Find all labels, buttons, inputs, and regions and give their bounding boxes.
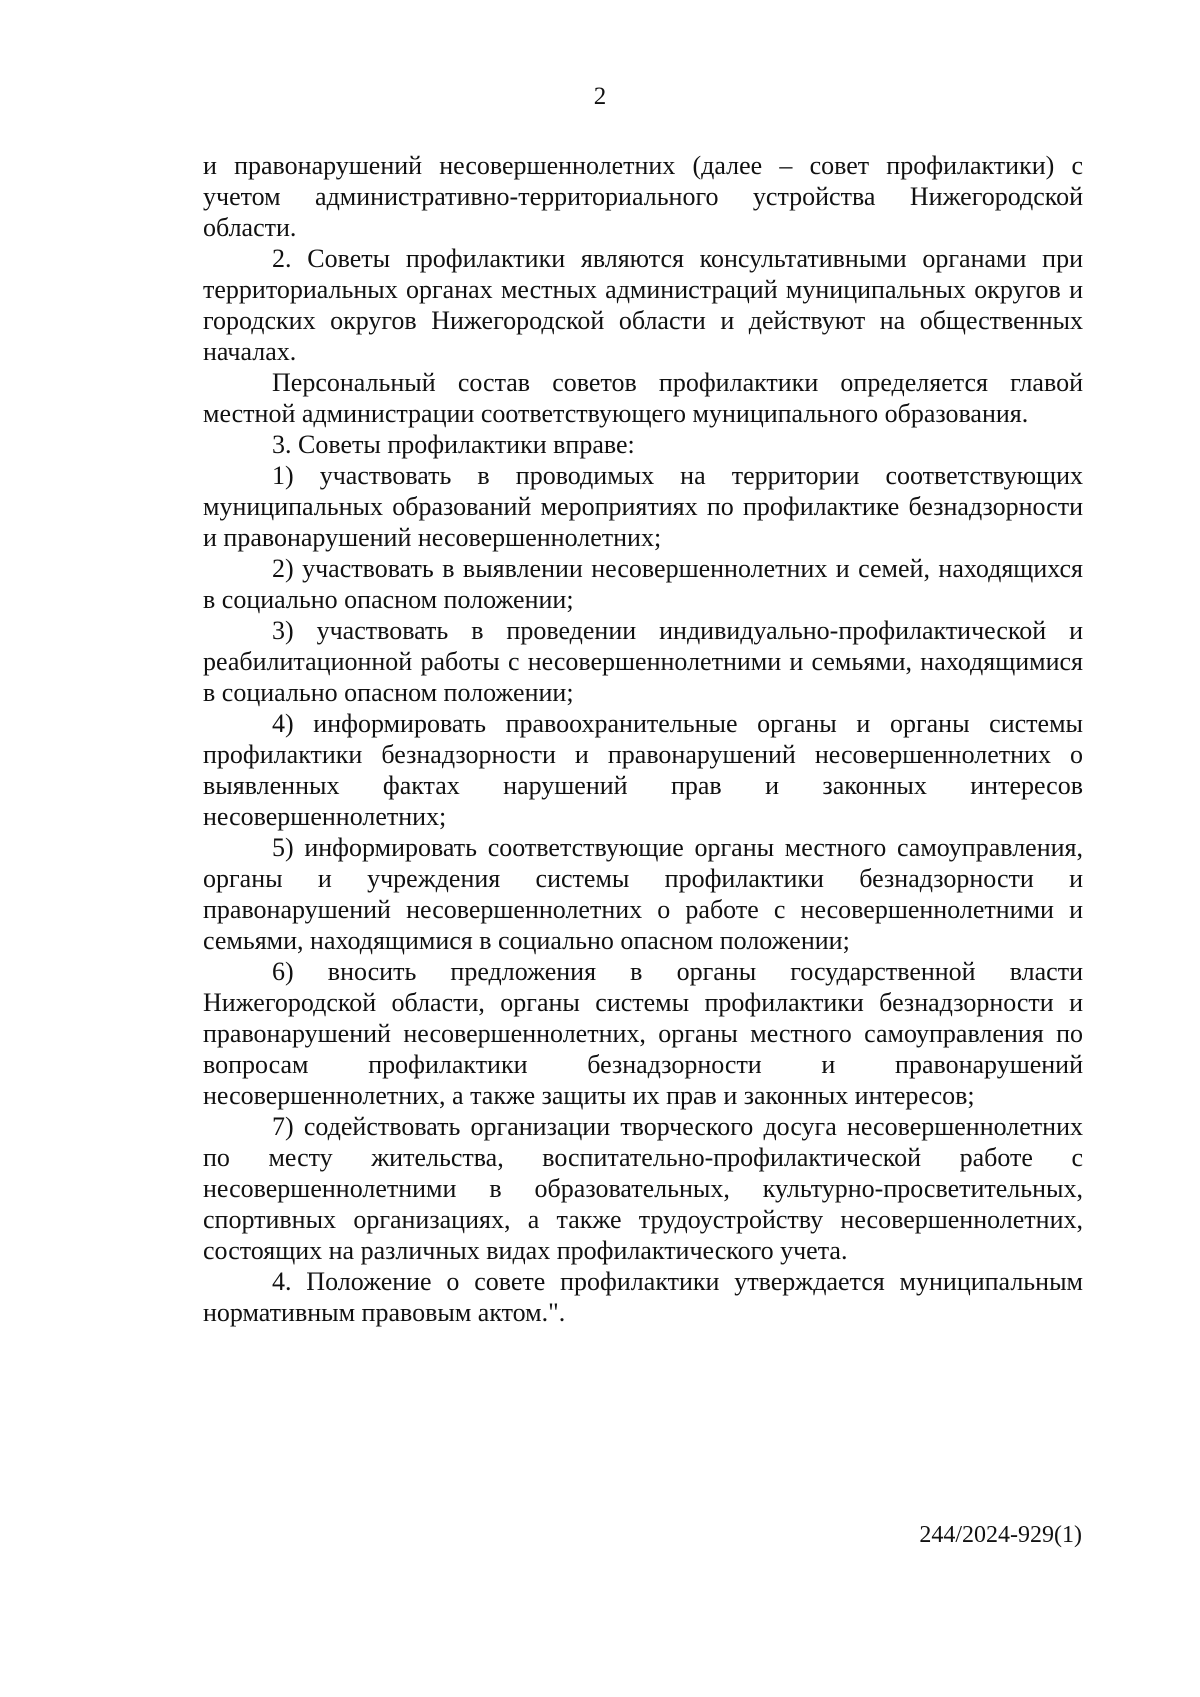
paragraph-continuation: и правонарушений несовершеннолетних (далее – совет профилактики) с учетом административно-территориального устройства Нижегородской области.	[203, 151, 1083, 242]
document-body	[203, 150, 1083, 1328]
subitem-6: 6) вносить предложения в органы государственной власти Нижегородской области, органы системы профилактики безнадзорности и правонарушений несовершеннолетних, органы местного самоуправления по вопросам профилактики безнадзорности и правонарушений несовершеннолетних, а также защиты их прав и законных интересов;	[203, 957, 1083, 1110]
paragraph-item-2: 2. Советы профилактики являются консультативными органами при территориальных органах местных администраций муниципальных округов и городских округов Нижегородской области и действуют на общественных началах.	[203, 244, 1083, 366]
paragraph-personnel: Персональный состав советов профилактики определяется главой местной администрации соответствующего муниципального образования.	[203, 368, 1083, 428]
paragraph-item-3: 3. Советы профилактики вправе:	[272, 430, 635, 459]
page-number: 2	[593, 83, 607, 110]
subitem-5: 5) информировать соответствующие органы местного самоуправления, органы и учреждения системы профилактики безнадзорности и правонарушений несовершеннолетних о работе с несовершеннолетними и семьями, находящимися в социально опасном положении;	[203, 833, 1083, 955]
document-registration-number: 244/2024-929(1)	[919, 1522, 1082, 1548]
subitem-1: 1) участвовать в проводимых на территории соответствующих муниципальных образований мероприятиях по профилактике безнадзорности и правонарушений несовершеннолетних;	[203, 461, 1083, 552]
subitem-4: 4) информировать правоохранительные органы и органы системы профилактики безнадзорности и правонарушений несовершеннолетних о выявленных фактах нарушений прав и законных интересов несовершеннолетних;	[203, 709, 1083, 831]
paragraph-item-4: 4. Положение о совете профилактики утверждается муниципальным нормативным правовым актом.".	[203, 1267, 1083, 1327]
subitem-3: 3) участвовать в проведении индивидуально-профилактической и реабилитационной работы с несовершеннолетними и семьями, находящимися в социально опасном положении;	[203, 616, 1083, 707]
subitem-2: 2) участвовать в выявлении несовершеннолетних и семей, находящихся в социально опасном положении;	[203, 554, 1083, 614]
subitem-7: 7) содействовать организации творческого досуга несовершеннолетних по месту жительства, воспитательно-профилактической работе с несовершеннолетними в образовательных, культурно-просветительных, спортивных организациях, а также трудоустройству несовершеннолетних, состоящих на различных видах профилактического учета.	[203, 1112, 1083, 1265]
